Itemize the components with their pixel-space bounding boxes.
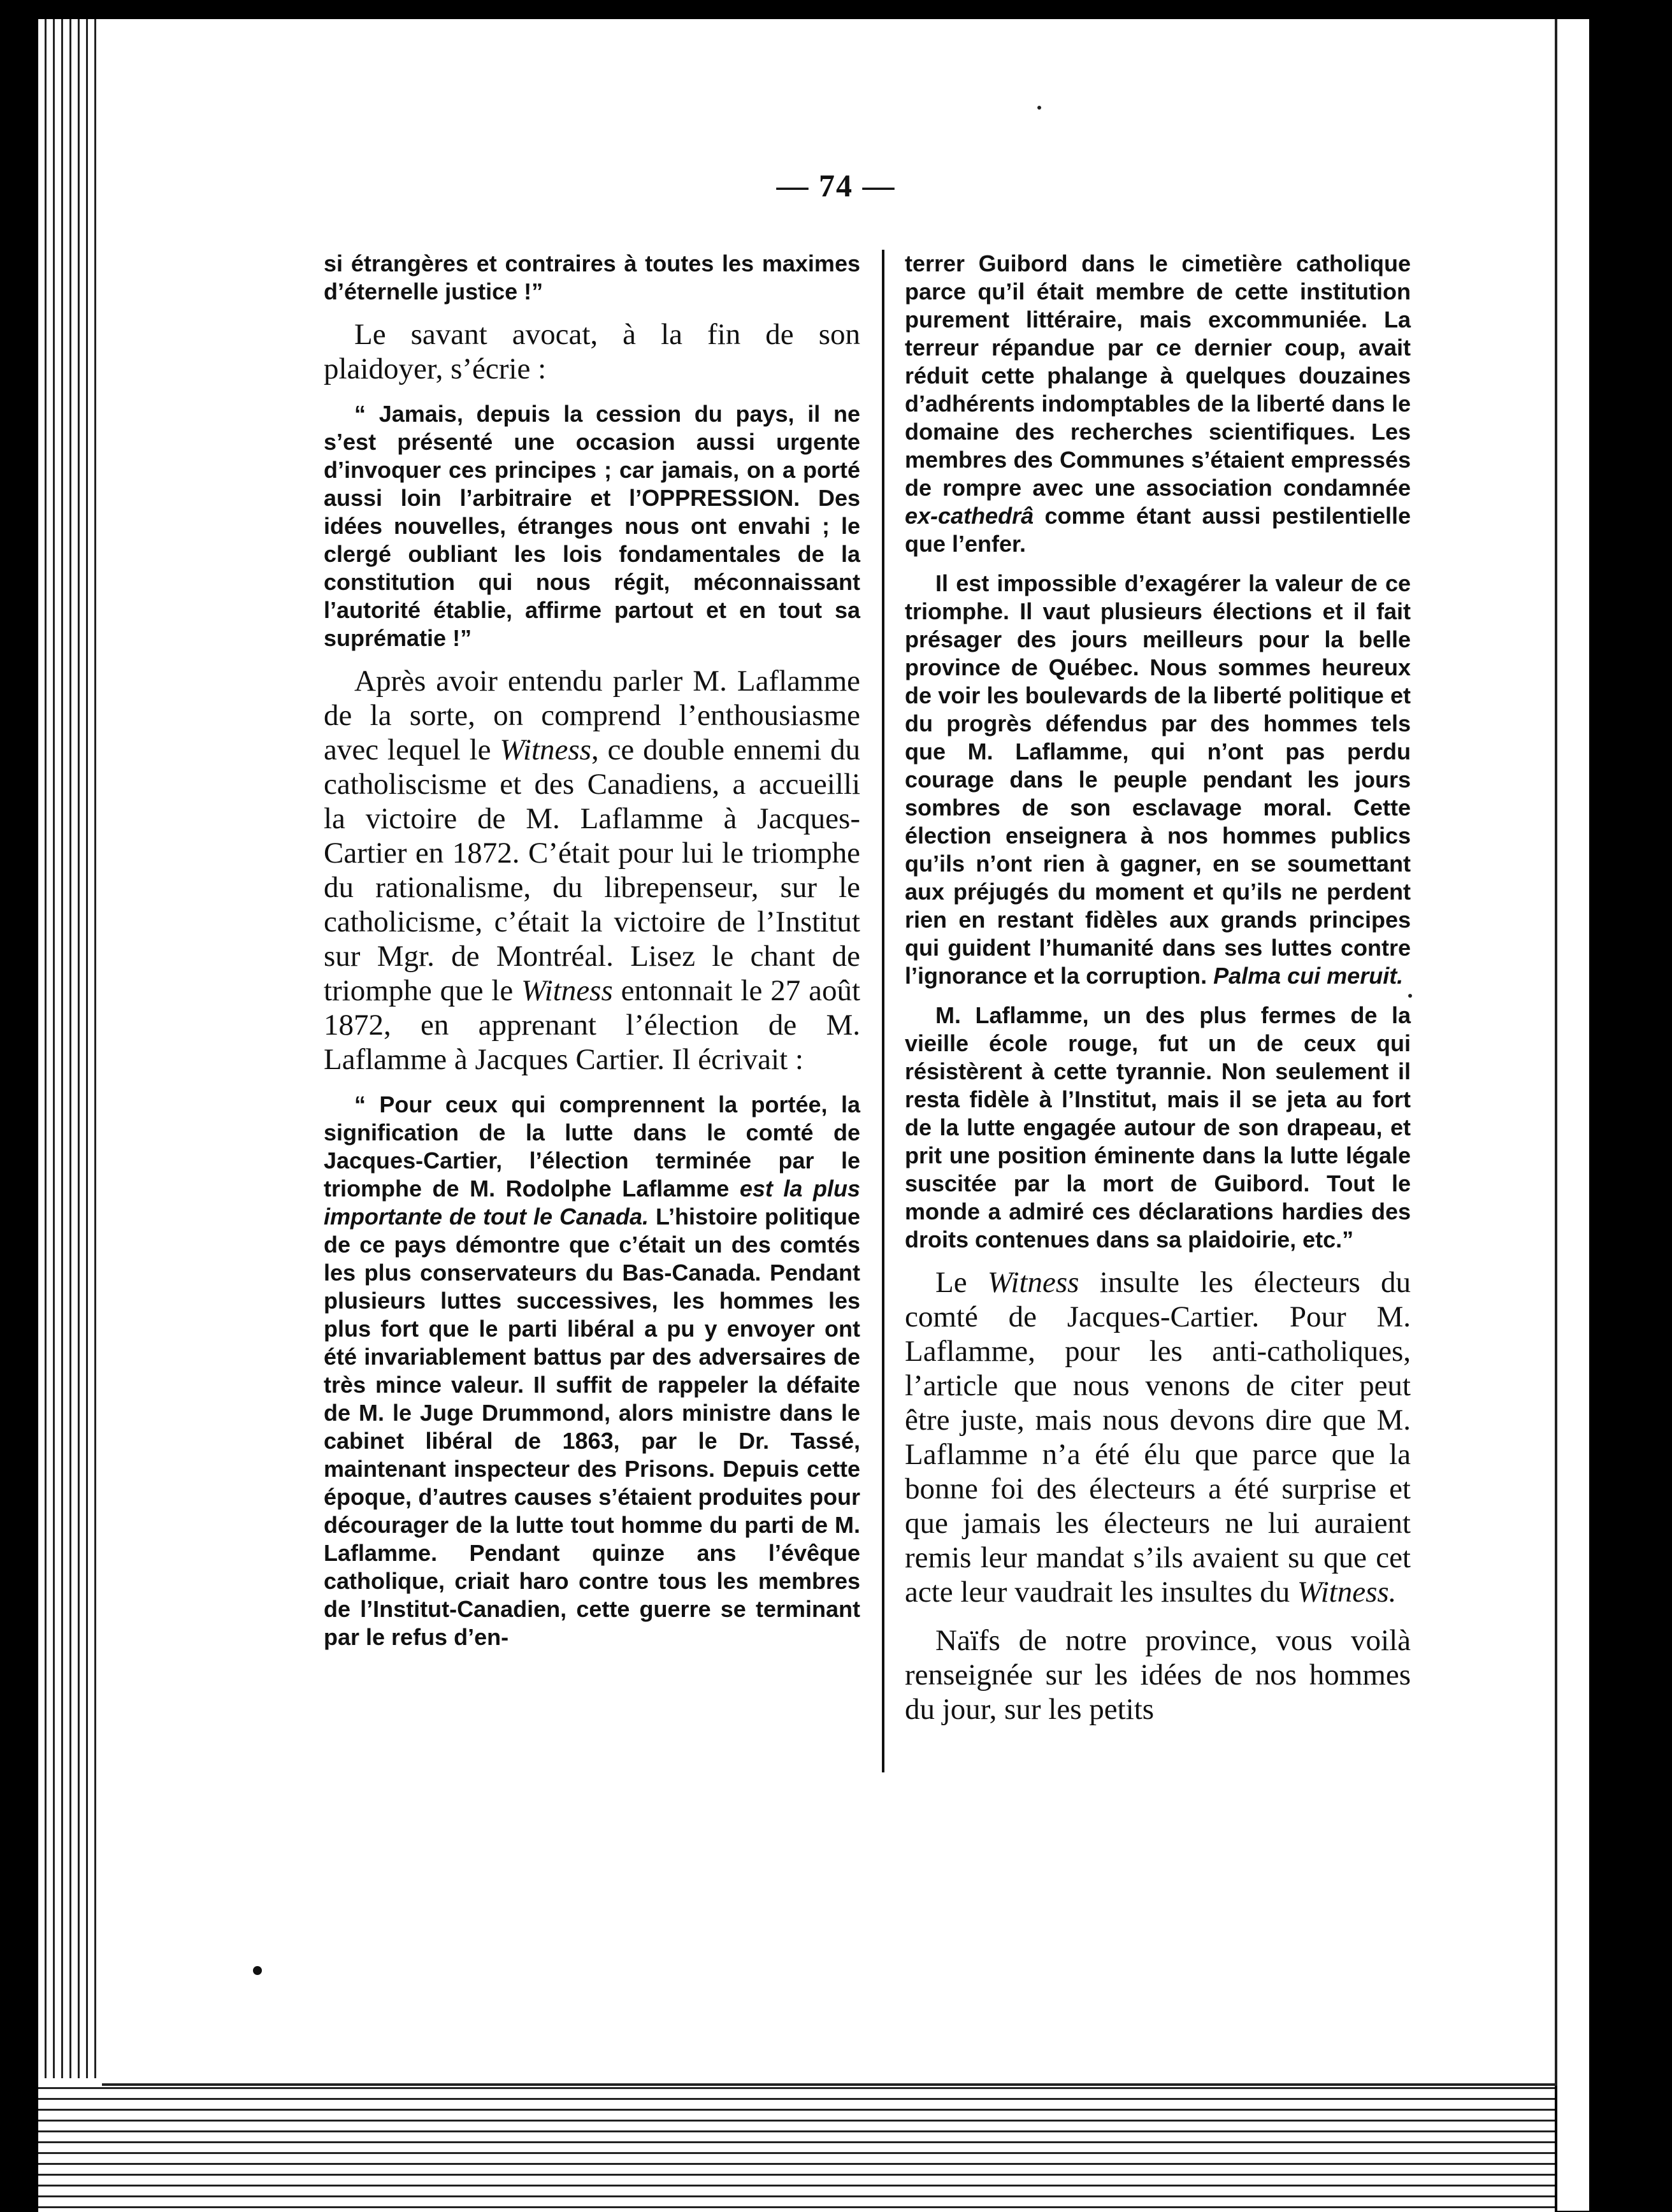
- newspaper-title: Witness: [521, 974, 613, 1007]
- emphasis: Palma cui meruit.: [1213, 963, 1404, 989]
- scanner-border-top: [0, 0, 1672, 19]
- left-column: [324, 250, 860, 1663]
- newspaper-title: Witness: [500, 733, 591, 766]
- text: , ce double ennemi du catholiscisme et des Canadiens, a accueilli la victoire de M. Laflamme à Jacques-Cartier en 1872. C’était pour lui le triomphe du rationalisme, du librepenseur, sur le catholicisme, c’était la victoire de l’Institut sur Mgr. de Montréal. Lisez le chant de triomphe que le: [324, 733, 860, 1007]
- emphasis: ex-cathedrâ: [905, 503, 1034, 529]
- text: Il est impossible d’exagérer la valeur de ce triomphe. Il vaut plusieurs élections et il fait présager des jours meilleurs pour la belle province de Québec. Nous sommes heureux de voir les boulevards de la liberté politique et du progrès défendus par des hommes tels que M. Laflamme, qui n’ont pas perdu courage dans le peuple pendant les jours sombres de son esclavage moral. Cette élection enseignera à nos hommes publics qu’ils n’ont rien à gagner, en se soumettant aux préjugés du moment et qu’ils ne perdent rien en restant fidèles aux grands principes qui guident l’humanité dans ses luttes contre l’ignorance et la corruption.: [905, 570, 1411, 989]
- quotation: [324, 1091, 860, 1651]
- quotation: [905, 250, 1411, 558]
- paragraph: [324, 664, 860, 1077]
- ink-dot: [253, 1966, 262, 1975]
- text: entonnait le 27 août 1872, en apprenant l’élection de M. Laflamme à Jacques Cartier. Il écrivait :: [324, 974, 861, 1076]
- text: insulte les électeurs du comté de Jacques-Cartier. Pour M. Laflamme, pour les anti-catholiques, l’article que nous venons de citer peut être juste, mais nous devons dire que M. Laflamme n’a été élu que parce que la bonne foi des électeurs a été surprise et que jamais les électeurs ne lui auraient remis leur mandat s’ils avaient su que cet acte leur vaudrait les insultes du: [905, 1266, 1411, 1609]
- page-number: — 74 —: [776, 168, 896, 203]
- text: Après avoir entendu parler M. Laflamme de la sorte, on comprend l’enthousiasme avec lequel le: [324, 664, 860, 766]
- right-column: [882, 250, 1411, 1741]
- book-page-edges: [38, 19, 99, 2212]
- newspaper-title: Witness.: [1297, 1576, 1397, 1609]
- quotation: “ Jamais, depuis la cession du pays, il ne s’est présenté une occasion aussi urgente d’invoquer ces principes ; car jamais, on a porté aussi loin l’arbitraire et l’OPPRESSION. Des idées nouvelles, étranges nous ont envahi ; le clergé oubliant les lois fondamentales de la constitution qui nous régit, méconnaissant l’autorité établie, affirme partout et en tout sa suprématie !”: [324, 401, 860, 651]
- paragraph: [905, 1265, 1411, 1609]
- text: comme étant aussi pestilentielle que l’enfer.: [905, 503, 1411, 557]
- ink-speck: [1037, 106, 1041, 110]
- text: Le: [935, 1266, 988, 1299]
- ink-speck: [1408, 994, 1412, 998]
- book-page-edges-bottom: [38, 2078, 1555, 2212]
- next-page-strip: [1557, 19, 1589, 2211]
- paragraph: Le savant avocat, à la fin de son plaidoyer, s’écrie :: [324, 318, 860, 385]
- text: “ Pour ceux qui comprennent la portée, la signification de la lutte dans le comté de Jacques-Cartier, l’élection terminée par le triomphe de M. Rodolphe Laflamme: [324, 1091, 860, 1202]
- quotation: M. Laflamme, un des plus fermes de la vieille école rouge, fut un de ceux qui résistèrent à cette tyrannie. Non seulement il resta fidèle à l’Institut, mais il se jeta au fort de la lutte engagée autour de son drapeau, et prit une position éminente dans la lutte légale suscitée par la mort de Guibord. Tout le monde a admiré ces déclarations hardies des droits contenues dans sa plaidoirie, etc.”: [905, 1002, 1411, 1253]
- quotation: [905, 570, 1411, 990]
- scanner-border-left: [0, 0, 38, 2212]
- paragraph: Naïfs de notre province, vous voilà renseignée sur les idées de nos hommes du jour, sur les petits: [905, 1624, 1411, 1726]
- text: L’histoire politique de ce pays démontre que c’était un des comtés les plus conservateurs du Bas-Canada. Pendant plusieurs luttes successives, les hommes les plus fort que le parti libéral a pu y envoyer ont été invariablement battus par des adversaires de très mince valeur. Il suffit de rappeler la défaite de M. le Juge Drummond, alors ministre dans le cabinet libéral de 1863, par le Dr. Tassé, maintenant inspecteur des Prisons. Depuis cette époque, d’autres causes s’étaient produites pour décourager de la lutte tout homme du parti de M. Laflamme. Pendant quinze ans l’évêque catholique, criait haro contre tous les membres de l’Institut-Canadien, cette guerre se terminant par le refus d’en-: [324, 1203, 861, 1650]
- newspaper-title: Witness: [987, 1266, 1079, 1299]
- text: terrer Guibord dans le cimetière catholique parce qu’il était membre de cette institution purement littéraire, mais excommuniée. La terreur répandue par ce dernier coup, avait réduit cette phalange à quelques douzaines d’adhérents indomptables de la liberté dans le domaine des recherches scientifiques. Les membres des Communes s’étaient empressés de rompre avec une association condamnée: [905, 250, 1411, 501]
- paragraph: si étrangères et contraires à toutes les maximes d’éternelle justice !”: [324, 250, 860, 305]
- emphasis: est la plus importante de tout le Canada.: [324, 1175, 860, 1230]
